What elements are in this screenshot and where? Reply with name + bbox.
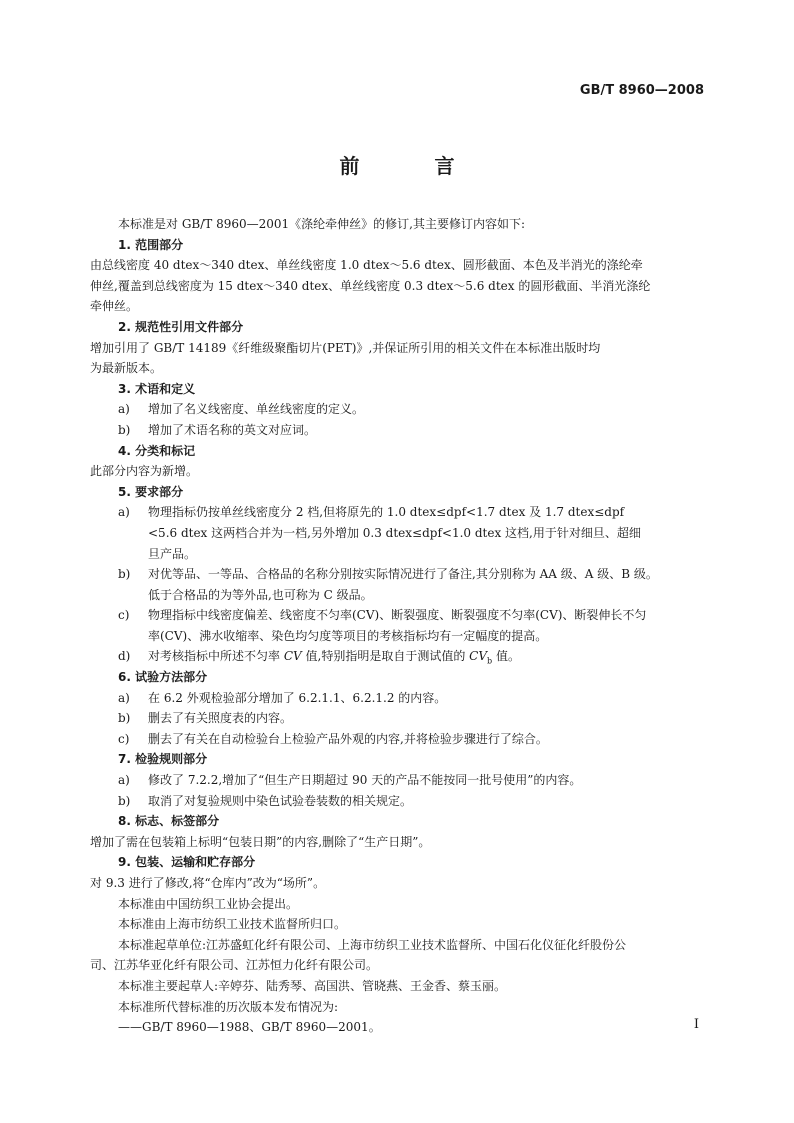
item-text: 增加了名义线密度、单丝线密度的定义。 bbox=[148, 402, 365, 417]
item-label: b) bbox=[118, 422, 131, 437]
section-heading-normative-references: 2. 规范性引用文件部分 bbox=[118, 319, 244, 334]
list-item bbox=[90, 502, 705, 523]
section-heading-marking: 8. 标志、标签部分 bbox=[118, 814, 220, 829]
list-item bbox=[90, 708, 705, 729]
item-text: 对优等品、一等品、合格品的名称分别按实际情况进行了备注,其分别称为 AA 级、A 级、B 级。 bbox=[148, 567, 658, 582]
standard-code: GB/T 8960—2008 bbox=[579, 83, 704, 98]
item-label: a) bbox=[118, 505, 130, 520]
section-heading-requirements: 5. 要求部分 bbox=[118, 484, 184, 499]
page-title: 前 言 bbox=[339, 154, 489, 178]
foreword-body bbox=[90, 214, 705, 1038]
item-text: 删去了有关在自动检验台上检验产品外观的内容,并将检验步骤进行了综合。 bbox=[148, 731, 548, 746]
intro-paragraph: 本标准是对 GB/T 8960—2001《涤纶牵伸丝》的修订,其主要修订内容如下: bbox=[118, 217, 526, 231]
item-continuation: 低于合格品的为等外品,也可称为 C 级品。 bbox=[148, 587, 373, 602]
item-label: b) bbox=[118, 567, 131, 582]
closing-managed: 本标准由上海市纺织工业技术监督所归口。 bbox=[118, 917, 347, 932]
item-text: 物理指标中线密度偏差、线密度不匀率(CV)、断裂强度、断裂强度不匀率(CV)、断裂伸长不匀 bbox=[148, 608, 647, 623]
list-item bbox=[90, 605, 705, 626]
body-line: 此部分内容为新增。 bbox=[90, 464, 199, 479]
list-item bbox=[90, 420, 705, 441]
item-label: a) bbox=[118, 402, 130, 417]
body-line: 对 9.3 进行了修改,将“仓库内”改为“场所”。 bbox=[90, 876, 326, 890]
section-heading-classification: 4. 分类和标记 bbox=[118, 443, 196, 458]
list-item bbox=[90, 770, 705, 791]
item-text: 删去了有关照度表的内容。 bbox=[148, 711, 293, 726]
item-text: 在 6.2 外观检验部分增加了 6.2.1.1、6.2.1.2 的内容。 bbox=[148, 690, 447, 705]
list-item bbox=[90, 729, 705, 750]
item-text: 对考核指标中所述不匀率 CV 值,特别指明是取自于测试值的 $CV_b$ 值。 bbox=[148, 649, 520, 666]
list-item bbox=[90, 399, 705, 420]
body-line: 增加引用了 GB/T 14189《纤维级聚酯切片(PET)》,并保证所引用的相关文件在本标准出版时均 bbox=[90, 340, 601, 355]
section-heading-terms: 3. 术语和定义 bbox=[118, 381, 196, 396]
item-continuation: 率(CV)、沸水收缩率、染色均匀度等项目的考核指标均有一定幅度的提高。 bbox=[148, 628, 548, 643]
item-text: 增加了术语名称的英文对应词。 bbox=[148, 422, 317, 437]
list-item bbox=[90, 564, 705, 585]
section-heading-inspection-rules: 7. 检验规则部分 bbox=[118, 752, 208, 767]
item-continuation: <5.6 dtex 这两档合并为一档,另外增加 0.3 dtex≤dpf<1.0 dtex 这档,用于针对细旦、超细 bbox=[148, 525, 641, 540]
section-heading-test-methods: 6. 试验方法部分 bbox=[118, 670, 208, 685]
closing-drafters: 本标准起草单位:江苏盛虹化纤有限公司、上海市纺织工业技术监督所、中国石化仪征化纤股份公 bbox=[118, 937, 627, 952]
item-text: 物理指标仍按单丝线密度分 2 档,但将原先的 1.0 dtex≤dpf<1.7 dtex 及 1.7 dtex≤dpf bbox=[148, 505, 625, 520]
body-line: 牵伸丝。 bbox=[90, 299, 139, 314]
item-label: a) bbox=[118, 773, 130, 788]
list-item bbox=[90, 646, 705, 667]
body-line: 伸丝,覆盖到总线密度为 15 dtex～340 dtex、单丝线密度 0.3 dtex～5.6 dtex 的圆形截面、半消光涤纶 bbox=[90, 278, 651, 293]
item-text: 修改了 7.2.2,增加了“但生产日期超过 90 天的产品不能按同一批号使用”的内容。 bbox=[148, 773, 582, 788]
closing-authors: 本标准主要起草人:辛婷芬、陆秀琴、高国洪、管晓燕、王金香、蔡玉丽。 bbox=[118, 978, 507, 993]
section-heading-scope: 1. 范围部分 bbox=[118, 237, 184, 252]
item-label: d) bbox=[118, 649, 131, 664]
closing-drafters-cont: 司、江苏华亚化纤有限公司、江苏恒力化纤有限公司。 bbox=[90, 958, 379, 973]
item-label: a) bbox=[118, 690, 130, 705]
closing-proposed: 本标准由中国纺织工业协会提出。 bbox=[118, 896, 299, 911]
section-heading-packaging: 9. 包装、运输和贮存部分 bbox=[118, 855, 256, 870]
item-label: c) bbox=[118, 731, 130, 746]
list-item bbox=[90, 791, 705, 812]
body-line: 为最新版本。 bbox=[90, 361, 163, 376]
body-line: 由总线密度 40 dtex～340 dtex、单丝线密度 1.0 dtex～5.6 dtex、圆形截面、本色及半消光的涤纶牵 bbox=[90, 258, 643, 273]
closing-history: ——GB/T 8960—1988、GB/T 8960—2001。 bbox=[118, 1020, 381, 1035]
closing-history-intro: 本标准所代替标准的历次版本发布情况为: bbox=[118, 999, 339, 1014]
item-text: 取消了对复验规则中染色试验卷装数的相关规定。 bbox=[148, 793, 413, 808]
page-number: I bbox=[693, 1017, 699, 1032]
item-label: b) bbox=[118, 793, 131, 808]
body-line: 增加了需在包装箱上标明“包装日期”的内容,删除了“生产日期”。 bbox=[90, 834, 431, 849]
list-item bbox=[90, 688, 705, 709]
item-continuation: 旦产品。 bbox=[148, 546, 197, 561]
item-label: b) bbox=[118, 711, 131, 726]
item-label: c) bbox=[118, 608, 130, 623]
